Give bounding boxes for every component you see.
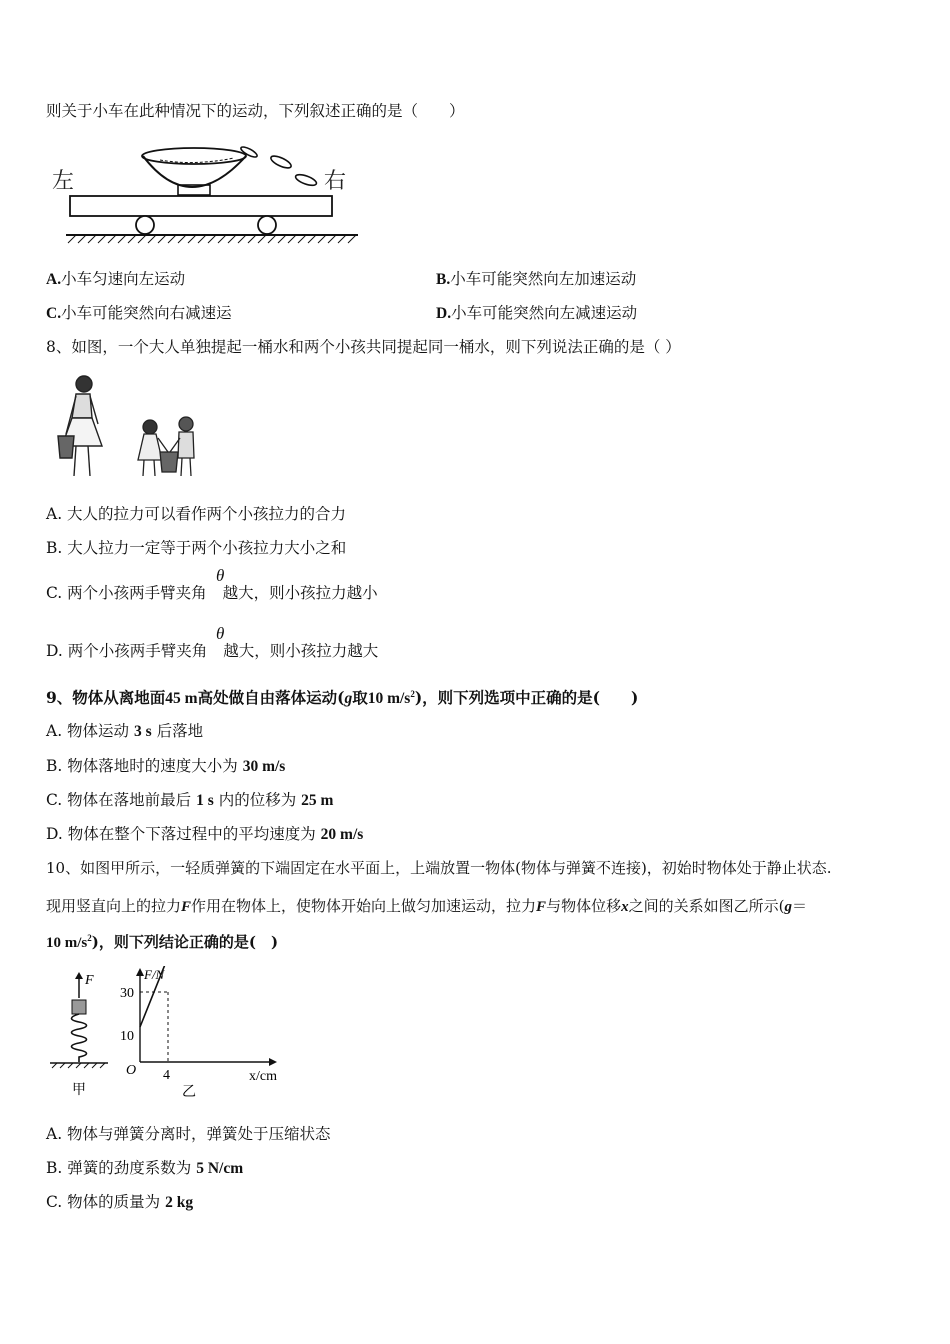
q8-option-c[interactable]: C. 两个小孩两手臂夹角 越大，则小孩拉力越小 bbox=[46, 584, 378, 602]
water-drop-icon bbox=[240, 145, 259, 159]
q9-option-d[interactable]: D. 物体在整个下落过程中的平均速度为 20 m/s bbox=[46, 825, 364, 843]
x-tick-4: 4 bbox=[163, 1068, 170, 1083]
water-drop-icon bbox=[294, 172, 317, 187]
cart-body bbox=[70, 196, 332, 216]
svg-text:乙: 乙 bbox=[182, 1084, 196, 1100]
spring-and-graph-figure bbox=[44, 966, 294, 1102]
adult-icon bbox=[58, 376, 102, 476]
q9-option-a[interactable]: A. 物体运动 3 s 后落地 bbox=[46, 722, 204, 740]
people-bucket-figure bbox=[46, 372, 206, 490]
q10-option-b[interactable]: B. 弹簧的劲度系数为 5 N/cm bbox=[46, 1159, 244, 1177]
x-axis-label: x/cm bbox=[249, 1069, 277, 1084]
y-tick-30: 30 bbox=[120, 986, 134, 1001]
origin-label: O bbox=[126, 1063, 137, 1078]
water-drop-icon bbox=[269, 154, 292, 171]
q9-option-b[interactable]: B. 物体落地时的速度大小为 30 m/s bbox=[46, 757, 286, 775]
q10-option-a[interactable]: A. 物体与弹簧分离时，弹簧处于压缩状态 bbox=[46, 1125, 331, 1143]
q7-stem: 则关于小车在此种情况下的运动，下列叙述正确的是（ ） bbox=[46, 102, 465, 120]
q8-option-a[interactable]: A. 大人的拉力可以看作两个小孩拉力的合力 bbox=[46, 505, 347, 523]
q7-option-c[interactable]: C.小车可能突然向右减速运 bbox=[46, 304, 232, 322]
arrow-up-icon bbox=[75, 972, 83, 979]
fig-right-label: 右 bbox=[324, 169, 347, 194]
q7-option-d[interactable]: D.小车可能突然向左减速运动 bbox=[436, 304, 638, 322]
svg-text:甲: 甲 bbox=[72, 1082, 86, 1098]
spring-figure bbox=[50, 972, 108, 1098]
cart-figure bbox=[48, 140, 368, 245]
children-icon bbox=[138, 417, 194, 476]
theta-symbol: θ bbox=[216, 566, 225, 585]
fig-left-label: 左 bbox=[52, 169, 75, 194]
q10-stem-line2: 现用竖直向上的拉力F作用在物体上，使物体开始向上做匀加速运动，拉力F与物体位移x之间的关系如图乙所示(g＝ bbox=[46, 897, 807, 915]
q8-option-b[interactable]: B. 大人拉力一定等于两个小孩拉力大小之和 bbox=[46, 539, 347, 557]
q10-stem-line3: 10 $m/s^2$)，则下列结论正确的是( ) bbox=[46, 933, 279, 951]
theta-symbol: θ bbox=[216, 624, 225, 643]
q10-option-c[interactable]: C. 物体的质量为 2 kg bbox=[46, 1193, 194, 1211]
force-displacement-chart bbox=[120, 966, 277, 1100]
spring-icon bbox=[72, 1014, 87, 1062]
q9-option-c[interactable]: C. 物体在落地前最后 1 s 内的位移为 25 m bbox=[46, 791, 334, 809]
wheel-icon bbox=[258, 216, 276, 234]
svg-text:F: F bbox=[85, 973, 94, 988]
q7-option-b[interactable]: B.小车可能突然向左加速运动 bbox=[436, 270, 637, 288]
q8-option-d[interactable]: D. 两个小孩两手臂夹角 越大，则小孩拉力越大 bbox=[46, 642, 379, 660]
wheel-icon bbox=[136, 216, 154, 234]
y-tick-10: 10 bbox=[120, 1029, 134, 1044]
q8-stem: 8、如图，一个大人单独提起一桶水和两个小孩共同提起同一桶水，则下列说法正确的是（ ） bbox=[46, 338, 681, 356]
q7-option-a[interactable]: A.小车匀速向左运动 bbox=[46, 270, 186, 288]
bowl-icon bbox=[143, 156, 246, 187]
q10-stem-line1: 10、如图甲所示，一轻质弹簧的下端固定在水平面上，上端放置一物体(物体与弹簧不连接)，初始时物体处于静止状态. bbox=[46, 859, 832, 877]
y-axis-label: F/N bbox=[144, 967, 165, 982]
q9-stem: 9、物体从离地面45 m高处做自由落体运动(g取10 $m/s^2$)，则下列选项中正确的是( ) bbox=[46, 688, 639, 707]
